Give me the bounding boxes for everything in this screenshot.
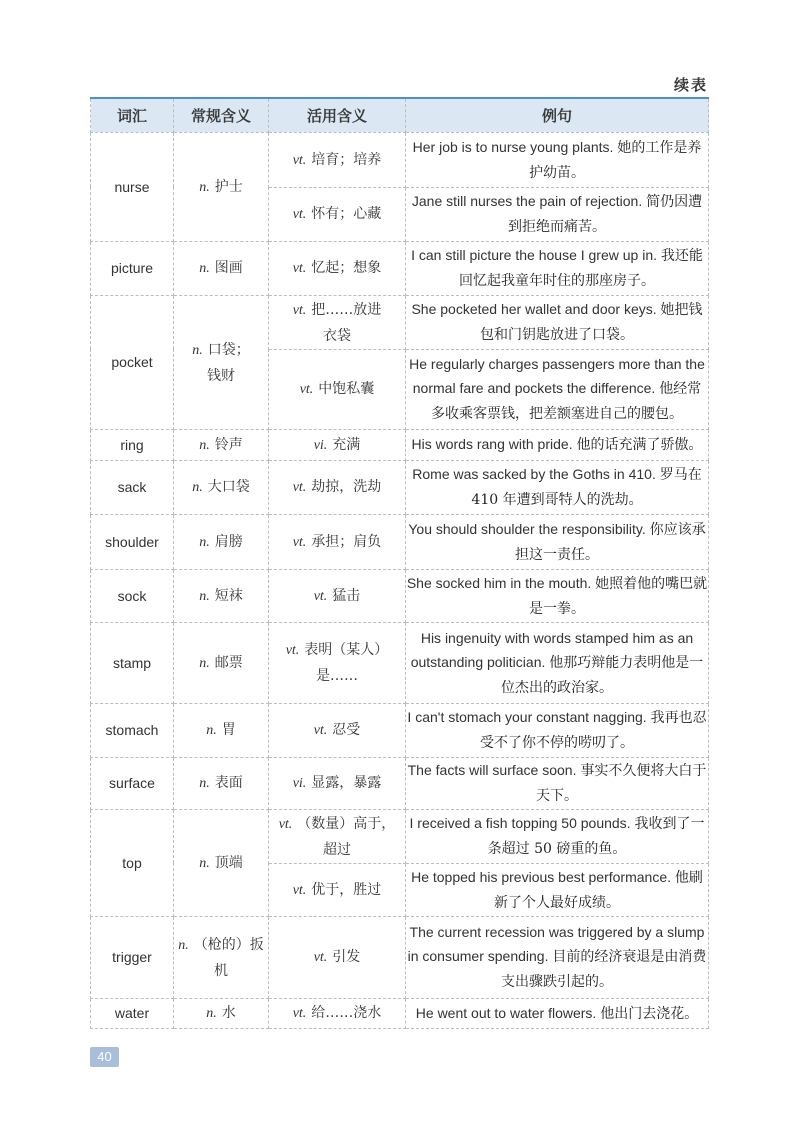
vocabulary-word: nurse: [114, 178, 150, 195]
basic-meaning-text: 短袜: [214, 587, 243, 604]
usage-meaning-text: 培育；培养: [311, 151, 382, 168]
basic-meaning-text: 胃: [221, 722, 236, 738]
example-chinese: 我收到了一条超过 50 磅重的鱼。: [487, 816, 705, 857]
usage-meaning-text: 优于，胜过: [311, 881, 382, 898]
basic-meaning-pos: n.: [206, 723, 217, 738]
usage-meaning-cell: [269, 241, 406, 295]
example-english: She pocketed her wallet and door keys.: [411, 301, 657, 317]
continued-label: 续表: [673, 76, 708, 94]
example-cell: [406, 241, 709, 295]
word-cell: [91, 132, 174, 241]
word-cell: [91, 916, 174, 998]
basic-meaning-text: 护士: [214, 178, 243, 195]
header-example: 例句: [406, 98, 709, 132]
vocabulary-word: top: [122, 854, 142, 871]
example-english: I received a fish topping 50 pounds.: [409, 815, 631, 831]
basic-meaning-pos: n.: [199, 534, 210, 550]
basic-meaning-text: 肩膀: [214, 533, 243, 550]
usage-meaning-text: 忆起；想象: [311, 260, 382, 276]
word-cell: [91, 295, 174, 429]
usage-meaning-cell: [269, 349, 406, 429]
basic-meaning-cell: [174, 622, 269, 703]
usage-meaning-cell: [269, 132, 406, 187]
example-chinese: 简仍因遭到拒绝而痛苦。: [508, 194, 703, 235]
word-cell: [91, 998, 174, 1028]
basic-meaning-pos: n.: [178, 937, 189, 953]
vocabulary-word: ring: [120, 436, 144, 453]
usage-meaning-text: 把……放进衣袋: [311, 301, 382, 344]
basic-meaning-text: 铃声: [214, 436, 243, 453]
vocabulary-word: picture: [110, 260, 154, 276]
usage-meaning-text: 劫掠，洗劫: [311, 479, 382, 495]
usage-meaning-cell: [269, 916, 406, 998]
example-english: The facts will surface soon.: [407, 762, 577, 778]
basic-meaning-text: 顶端: [214, 854, 243, 871]
word-cell: [91, 809, 174, 916]
basic-meaning-text: 表面: [214, 775, 243, 791]
usage-meaning-pos: vi.: [292, 776, 307, 791]
table-header-row: [91, 98, 709, 132]
basic-meaning-text: 口袋；钱财: [207, 341, 250, 384]
table-row: [91, 429, 709, 460]
basic-meaning-cell: [174, 295, 269, 429]
example-chinese: 他的话充满了骄傲。: [576, 437, 703, 453]
example-cell: [406, 703, 709, 757]
basic-meaning-pos: n.: [199, 855, 210, 871]
usage-meaning-pos: vt.: [292, 480, 307, 495]
example-chinese: 事实不久便将大白于天下。: [536, 763, 707, 804]
usage-meaning-cell: [269, 998, 406, 1028]
basic-meaning-pos: n.: [199, 588, 210, 604]
usage-meaning-text: 猛击: [332, 587, 361, 604]
vocabulary-word: shoulder: [105, 533, 159, 550]
usage-meaning-pos: vt.: [292, 152, 307, 168]
table-row: [91, 569, 709, 622]
word-cell: [91, 514, 174, 569]
basic-meaning-cell: [174, 429, 269, 460]
vocabulary-word: sack: [117, 479, 147, 495]
basic-meaning-cell: [174, 241, 269, 295]
basic-meaning-cell: [174, 132, 269, 241]
basic-meaning-text: 水: [221, 1005, 236, 1021]
usage-meaning-pos: vt.: [292, 302, 307, 318]
usage-meaning-text: 表明（某人）是……: [304, 642, 389, 684]
basic-meaning-cell: [174, 809, 269, 916]
word-cell: [91, 569, 174, 622]
basic-meaning-pos: n.: [192, 342, 203, 358]
example-english: He topped his previous best performance.: [411, 868, 672, 885]
word-cell: [91, 241, 174, 295]
example-cell: [406, 295, 709, 349]
example-chinese: 她把钱包和门钥匙放进了口袋。: [480, 302, 703, 343]
usage-meaning-text: 忍受: [332, 722, 361, 738]
header-basic-meaning: 常规含义: [174, 98, 269, 132]
example-chinese: 她的工作是养护幼苗。: [529, 139, 702, 181]
example-english: Jane still nurses the pain of rejection.: [411, 193, 643, 209]
usage-meaning-pos: vt.: [313, 588, 328, 604]
usage-meaning-pos: vt.: [292, 534, 307, 550]
example-english: Her job is to nurse young plants.: [412, 138, 614, 155]
example-cell: [406, 622, 709, 703]
basic-meaning-text: 图画: [214, 260, 243, 276]
vocabulary-word: surface: [109, 775, 155, 791]
basic-meaning-pos: n.: [199, 179, 210, 195]
usage-meaning-pos: vt.: [285, 643, 300, 658]
usage-meaning-cell: [269, 295, 406, 349]
example-chinese: 他出门去浇花。: [600, 1005, 699, 1022]
usage-meaning-pos: vt.: [313, 950, 328, 965]
table-row: [91, 295, 709, 349]
usage-meaning-pos: vt.: [278, 816, 293, 832]
word-cell: [91, 622, 174, 703]
usage-meaning-text: 显露，暴露: [311, 775, 382, 791]
example-chinese: 他经常多收乘客票钱，把差额塞进自己的腰包。: [431, 381, 702, 422]
word-cell: [91, 703, 174, 757]
usage-meaning-text: 承担；肩负: [311, 533, 382, 550]
table-row: [91, 809, 709, 863]
basic-meaning-pos: n.: [199, 437, 210, 453]
vocabulary-word: trigger: [112, 949, 152, 965]
example-cell: [406, 998, 709, 1028]
example-chinese: 目前的经济衰退是由消费支出骤跌引起的。: [501, 949, 707, 990]
vocabulary-word: sock: [117, 587, 147, 604]
basic-meaning-pos: n.: [199, 776, 210, 791]
basic-meaning-cell: [174, 916, 269, 998]
example-english: He went out to water flowers.: [415, 1004, 597, 1021]
example-cell: [406, 132, 709, 187]
example-cell: [406, 460, 709, 514]
table-row: [91, 622, 709, 703]
example-chinese: 你应该承担这一责任。: [515, 521, 706, 563]
usage-meaning-cell: [269, 863, 406, 916]
vocabulary-word: water: [114, 1005, 150, 1021]
table-row: [91, 757, 709, 809]
usage-meaning-text: 充满: [332, 436, 361, 453]
basic-meaning-cell: [174, 569, 269, 622]
basic-meaning-text: （枪的）扳机: [193, 936, 264, 979]
vocabulary-word: stamp: [112, 654, 152, 671]
table-row: [91, 998, 709, 1028]
vocabulary-word: stomach: [105, 722, 159, 738]
word-cell: [91, 429, 174, 460]
example-chinese: 我还能回忆起我童年时住的那座房子。: [459, 248, 703, 289]
basic-meaning-cell: [174, 998, 269, 1028]
usage-meaning-cell: [269, 514, 406, 569]
example-chinese: 她照着他的嘴巴就是一拳。: [529, 575, 708, 617]
table-row: [91, 460, 709, 514]
example-cell: [406, 916, 709, 998]
basic-meaning-pos: n.: [199, 655, 210, 671]
usage-meaning-cell: [269, 622, 406, 703]
basic-meaning-pos: n.: [206, 1006, 217, 1021]
usage-meaning-text: 怀有；心藏: [311, 206, 382, 222]
example-cell: [406, 809, 709, 863]
example-english: He regularly charges passengers more than the normal fare and pockets the difference.: [409, 356, 705, 396]
usage-meaning-cell: [269, 757, 406, 809]
table-row: [91, 703, 709, 757]
example-english: I can still picture the house I grew up in.: [411, 247, 658, 263]
example-english: She socked him in the mouth.: [406, 574, 592, 591]
example-cell: [406, 757, 709, 809]
usage-meaning-pos: vt.: [292, 882, 307, 898]
example-cell: [406, 429, 709, 460]
example-cell: [406, 349, 709, 429]
usage-meaning-pos: vt.: [292, 207, 307, 222]
basic-meaning-text: 邮票: [214, 654, 243, 671]
basic-meaning-cell: [174, 514, 269, 569]
header-word: 词汇: [91, 98, 174, 132]
usage-meaning-text: 中饱私囊: [318, 381, 375, 397]
usage-meaning-pos: vi.: [313, 437, 328, 453]
word-cell: [91, 460, 174, 514]
example-english: I can't stomach your constant nagging.: [407, 709, 647, 725]
usage-meaning-cell: [269, 703, 406, 757]
example-cell: [406, 863, 709, 916]
usage-meaning-cell: [269, 809, 406, 863]
usage-meaning-cell: [269, 429, 406, 460]
usage-meaning-pos: vt.: [313, 723, 328, 738]
example-english: Rome was sacked by the Goths in 410.: [412, 466, 656, 482]
header-usage-meaning: 活用含义: [269, 98, 406, 132]
usage-meaning-pos: vt.: [292, 1006, 307, 1021]
usage-meaning-text: （数量）高于，超过: [297, 815, 396, 858]
usage-meaning-cell: [269, 569, 406, 622]
usage-meaning-text: 给……浇水: [311, 1005, 382, 1021]
example-english: His ingenuity with words stamped him as an outstanding politician.: [410, 629, 694, 670]
vocabulary-table: [90, 97, 709, 1029]
usage-meaning-text: 引发: [332, 949, 361, 965]
basic-meaning-cell: [174, 460, 269, 514]
table-row: [91, 514, 709, 569]
usage-meaning-cell: [269, 460, 406, 514]
example-chinese: 他那巧辩能力表明他是一位杰出的政治家。: [501, 654, 704, 696]
example-chinese: 他刷新了个人最好成绩。: [494, 869, 703, 911]
basic-meaning-cell: [174, 757, 269, 809]
basic-meaning-text: 大口袋: [207, 479, 250, 495]
usage-meaning-pos: vt.: [292, 261, 307, 276]
example-english: His words rang with pride.: [411, 436, 573, 452]
vocabulary-word: pocket: [111, 354, 153, 370]
table-row: [91, 241, 709, 295]
page-number: 40: [90, 1047, 119, 1067]
example-chinese: 我再也忍受不了你不停的唠叨了。: [480, 710, 707, 751]
example-english: You should shoulder the responsibility.: [408, 520, 646, 537]
table-row: [91, 916, 709, 998]
usage-meaning-cell: [269, 187, 406, 241]
example-cell: [406, 514, 709, 569]
example-cell: [406, 569, 709, 622]
example-english: The current recession was triggered by a slump in consumer spending.: [407, 924, 705, 964]
usage-meaning-pos: vt.: [299, 382, 314, 397]
example-cell: [406, 187, 709, 241]
table-row: [91, 132, 709, 187]
basic-meaning-cell: [174, 703, 269, 757]
basic-meaning-pos: n.: [199, 261, 210, 276]
basic-meaning-pos: n.: [192, 480, 203, 495]
example-chinese: 罗马在 410 年遭到哥特人的洗劫。: [471, 467, 702, 508]
word-cell: [91, 757, 174, 809]
